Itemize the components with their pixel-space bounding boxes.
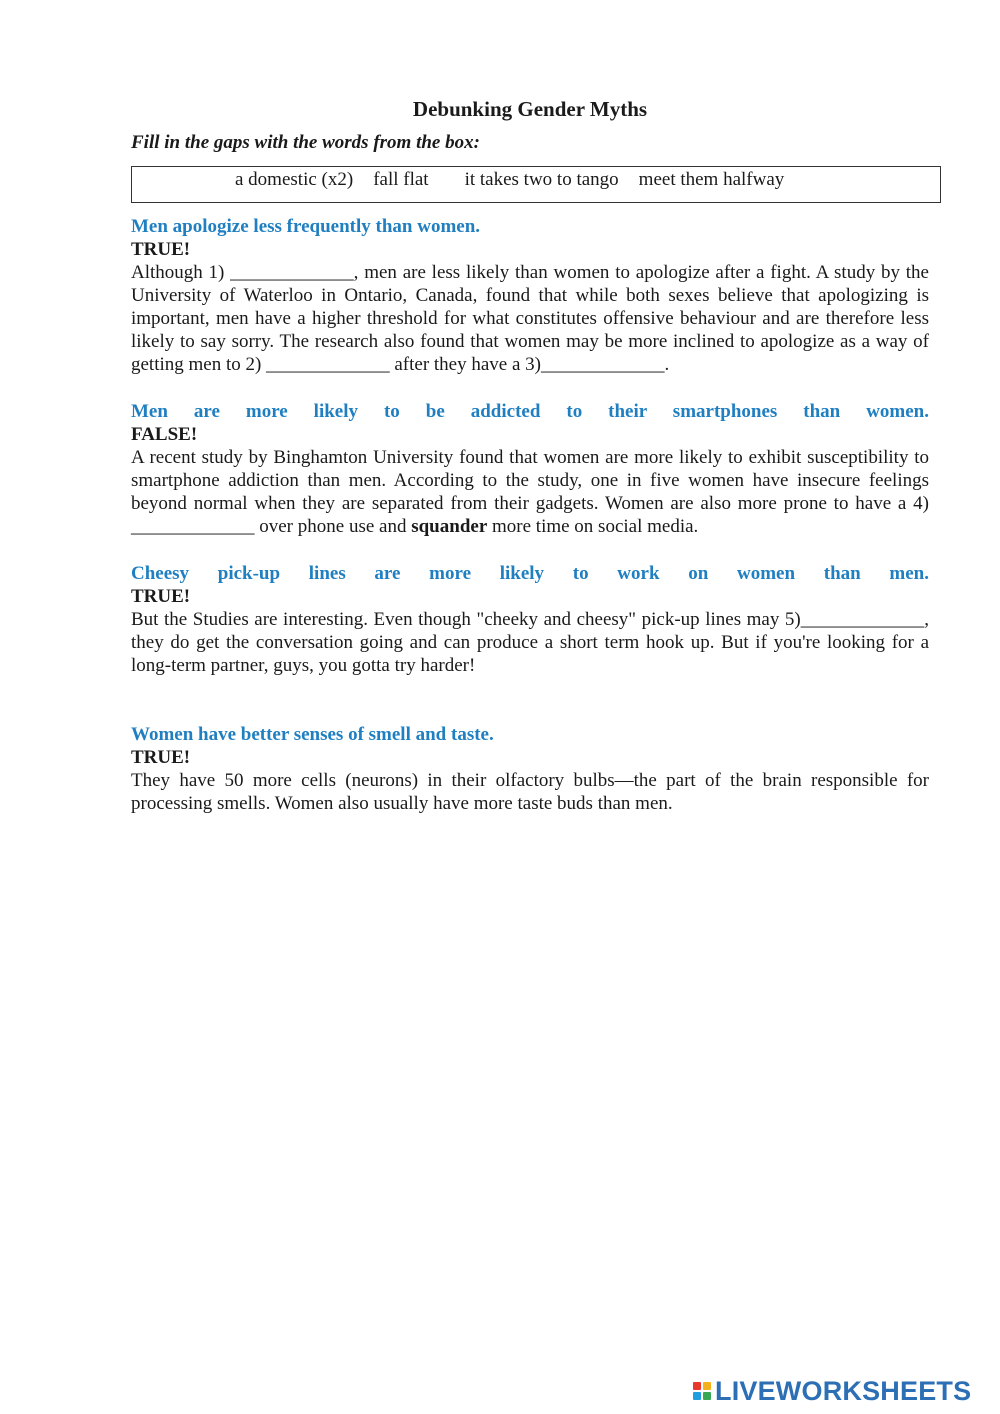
logo-square	[693, 1382, 701, 1390]
logo-mark-icon	[693, 1382, 711, 1400]
myth-heading: Men are more likely to be addicted to their smartphones than women.	[131, 401, 929, 422]
text-run: But the Studies are interesting. Even though "cheeky and cheesy" pick-up lines may 5)	[131, 609, 801, 630]
text-run: , men are less likely than women to apologize after a fight. A study by the University of Waterloo in Ontario, Canada, found that while both sexes believe that apologizing is important, men have a higher threshold for what constitutes offensive behaviour and are therefore less likely to say sorry. The research also found that women may be more inclined to apologize as a way of getting men to 2)	[131, 262, 929, 375]
text-run: over phone use and	[254, 516, 412, 537]
gap-2-input[interactable]: _____________	[266, 354, 390, 375]
verdict: TRUE!	[131, 747, 191, 768]
paragraph	[131, 608, 929, 677]
verdict: TRUE!	[131, 586, 191, 607]
gap-1-input[interactable]: _____________	[230, 262, 354, 283]
worksheet-page	[131, 92, 929, 839]
logo-square	[693, 1392, 701, 1400]
section-apologize	[131, 215, 929, 376]
text-run: , they do get the conversation going and can produce a short term hook up. But if you're looking for a long-term partner, guys, you gotta try harder!	[131, 609, 929, 676]
liveworksheets-logo	[693, 1376, 971, 1406]
word-box-item: it takes two to tango	[464, 169, 619, 190]
myth-heading: Men apologize less frequently than women.	[131, 216, 481, 237]
paragraph	[131, 769, 929, 815]
gap-3-input[interactable]: _____________	[540, 354, 665, 375]
logo-square	[703, 1382, 711, 1390]
word-box-item: meet them halfway	[638, 169, 785, 190]
logo-text: LIVEWORKSHEETS	[715, 1376, 972, 1406]
verdict: TRUE!	[131, 239, 191, 260]
paragraph	[131, 261, 929, 376]
gap-5-input[interactable]: _____________	[800, 609, 925, 630]
myth-heading: Women have better senses of smell and taste.	[131, 724, 494, 745]
gap-4-input[interactable]: _____________	[131, 516, 255, 537]
verdict: FALSE!	[131, 424, 198, 445]
word-box-item: a domestic (x2)	[235, 169, 354, 190]
word-box-item: fall flat	[373, 169, 429, 190]
text-run: A recent study by Binghamton University found that women are more likely to exhibit susceptibility to smartphone addiction than men. According to the study, one in five women have insecure feelings beyond normal when they are separated from their gadgets. Women are also more prone to have a 4)	[131, 447, 929, 514]
section-pickup-lines	[131, 562, 929, 677]
section-smartphones	[131, 400, 929, 538]
text-run: more time on social media.	[487, 516, 699, 537]
text-run: .	[664, 354, 670, 375]
text-run: Although 1)	[131, 262, 231, 283]
instructions: Fill in the gaps with the words from the box:	[131, 132, 480, 153]
page-title: Debunking Gender Myths	[412, 97, 648, 121]
myth-heading: Cheesy pick-up lines are more likely to work on women than men.	[131, 563, 929, 584]
text-run: after they have a 3)	[389, 354, 541, 375]
logo-square	[703, 1392, 711, 1400]
section-smell-taste	[131, 723, 929, 815]
text-run: They have 50 more cells (neurons) in their olfactory bulbs—the part of the brain responsible for processing smells. Women also usually have more taste buds than men.	[131, 770, 929, 814]
word-box	[131, 166, 941, 203]
bold-word: squander	[411, 516, 488, 537]
paragraph	[131, 446, 929, 538]
